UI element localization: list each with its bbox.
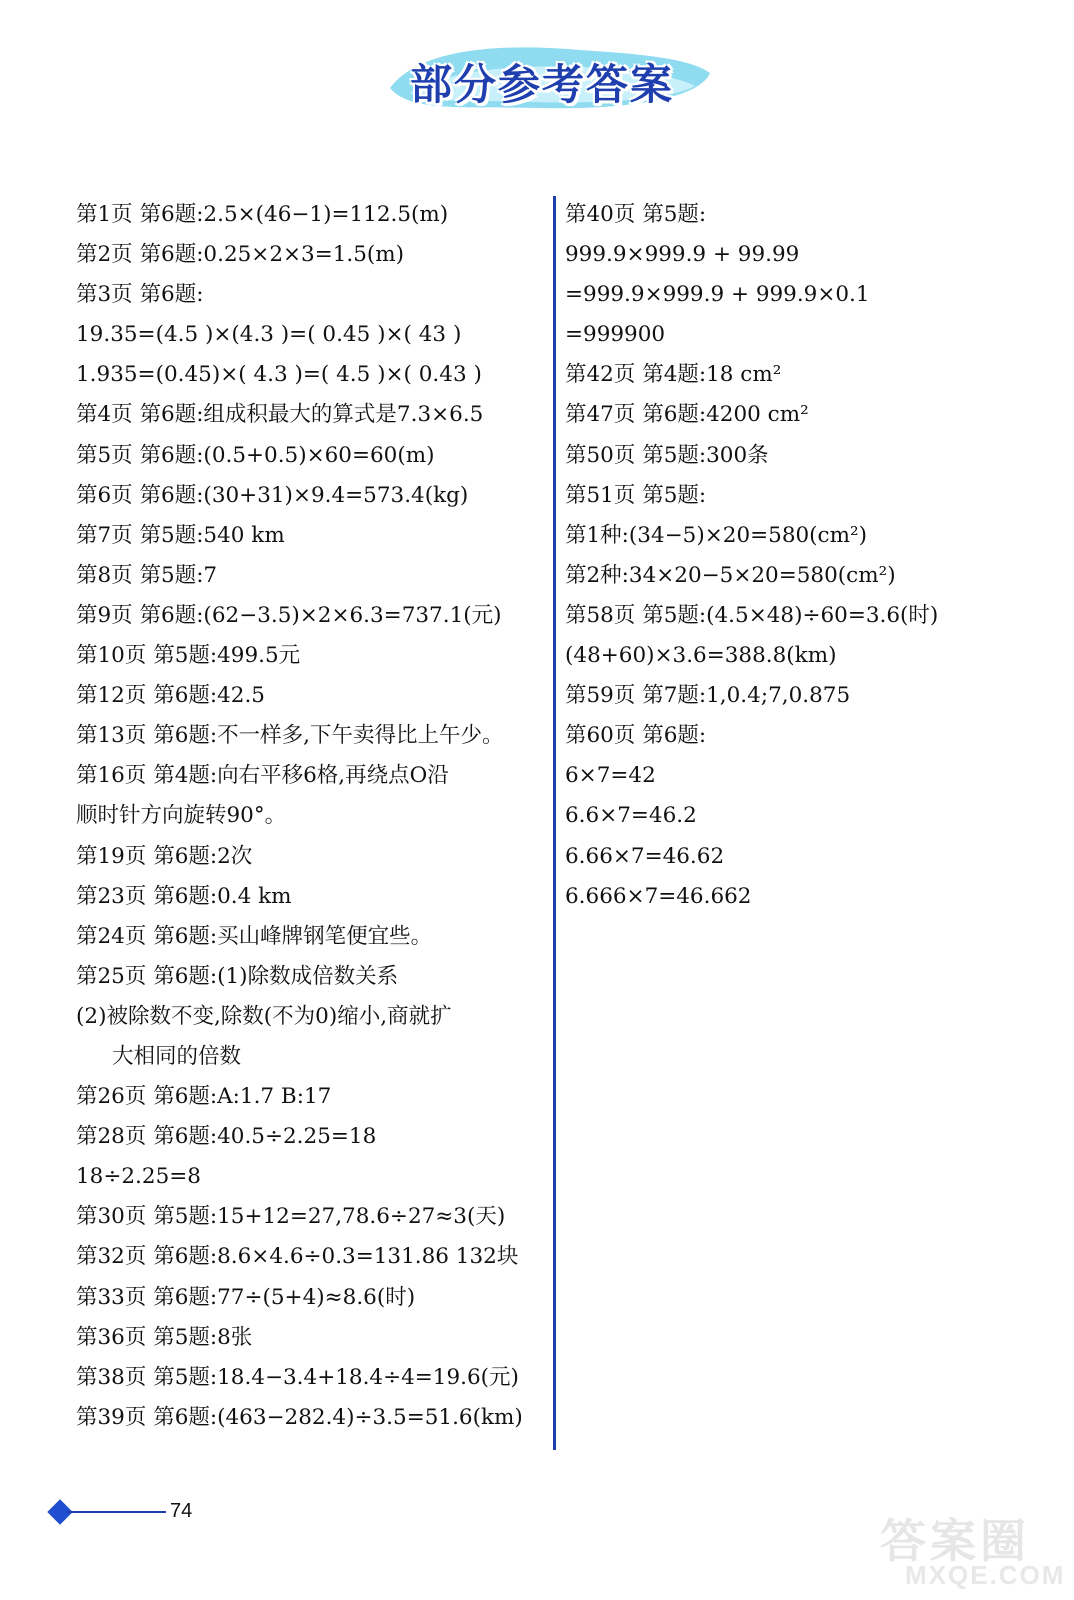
answer-line: 6.6×7=46.2 — [565, 803, 697, 829]
answer-line: 第51页 第5题: — [565, 482, 707, 508]
page-number: 74 — [170, 1500, 193, 1522]
answer-line: 第10页 第5题:499.5元 — [76, 643, 301, 669]
answer-line: 999.9×999.9 + 99.99 — [565, 242, 800, 268]
answer-line: 第36页 第5题:8张 — [76, 1324, 253, 1350]
watermark-url: MXQE.COM — [905, 1560, 1066, 1590]
page-title: 部分参考答案 — [410, 60, 675, 109]
answer-line: 第60页 第6题: — [565, 723, 707, 749]
answer-line: 第2页 第6题:0.25×2×3=1.5(m) — [76, 242, 405, 268]
answer-column-right — [565, 195, 995, 917]
answer-line: 第40页 第5题: — [565, 202, 707, 227]
answer-line: 6.66×7=46.62 — [565, 843, 725, 869]
answer-line: (48+60)×3.6=388.8(km) — [565, 643, 837, 669]
answer-line: 19.35=(4.5 )×(4.3 )=( 0.45 )×( 43 ) — [76, 322, 462, 348]
answer-line: 第50页 第5题:300条 — [565, 442, 769, 468]
answer-line: 第32页 第6题:8.6×4.6÷0.3=131.86 132块 — [76, 1244, 519, 1270]
answer-line: 大相同的倍数 — [112, 1043, 242, 1069]
answer-line: 第39页 第6题:(463−282.4)÷3.5=51.6(km) — [76, 1404, 523, 1430]
answer-line: 第42页 第4题:18 cm² — [565, 362, 782, 388]
answer-line: 第28页 第6题:40.5÷2.25=18 — [76, 1124, 377, 1150]
answer-line: 第9页 第6题:(62−3.5)×2×6.3=737.1(元) — [76, 602, 502, 628]
answer-line: 第23页 第6题:0.4 km — [76, 883, 292, 909]
answer-line: 18÷2.25=8 — [76, 1164, 201, 1190]
footer-rule — [66, 1511, 166, 1513]
answer-line: 第7页 第5题:540 km — [76, 522, 285, 548]
answer-line: 顺时针方向旋转90°。 — [76, 803, 287, 829]
answer-line: 第19页 第6题:2次 — [76, 843, 253, 869]
answer-line: 6.666×7=46.662 — [565, 883, 752, 909]
answer-column-left — [76, 195, 546, 1438]
answer-line: 第12页 第6题:42.5 — [76, 683, 265, 709]
answer-line: (2)被除数不变,除数(不为0)缩小,商就扩 — [76, 1003, 452, 1029]
answer-line: 第1页 第6题:2.5×(46−1)=112.5(m) — [76, 202, 449, 227]
answer-line: 第1种:(34−5)×20=580(cm²) — [565, 522, 867, 548]
answer-line: 第16页 第4题:向右平移6格,再绕点O沿 — [76, 763, 449, 789]
answer-line: 第6页 第6题:(30+31)×9.4=573.4(kg) — [76, 482, 469, 508]
answer-line: 第47页 第6题:4200 cm² — [565, 402, 809, 428]
answer-line: 第58页 第5题:(4.5×48)÷60=3.6(时) — [565, 602, 939, 628]
answer-line: 第8页 第5题:7 — [76, 562, 218, 588]
answer-line: 第26页 第6题:A:1.7 B:17 — [76, 1084, 332, 1110]
watermark-logo: 答案圈 — [880, 1514, 1030, 1568]
answer-line: 第38页 第5题:18.4−3.4+18.4÷4=19.6(元) — [76, 1364, 519, 1390]
answer-line: 1.935=(0.45)×( 4.3 )=( 4.5 )×( 0.43 ) — [76, 362, 482, 388]
answer-line: 第5页 第6题:(0.5+0.5)×60=60(m) — [76, 442, 435, 468]
answer-line: 第33页 第6题:77÷(5+4)≈8.6(时) — [76, 1284, 416, 1310]
column-divider — [553, 196, 556, 1450]
answer-line: 第59页 第7题:1,0.4;7,0.875 — [565, 683, 851, 709]
answer-line: =999900 — [565, 322, 666, 348]
answer-line: 第25页 第6题:(1)除数成倍数关系 — [76, 963, 399, 989]
answer-line: 第13页 第6题:不一样多,下午卖得比上午少。 — [76, 723, 504, 749]
answer-line: =999.9×999.9 + 999.9×0.1 — [565, 282, 870, 308]
answer-line: 第30页 第5题:15+12=27,78.6÷27≈3(天) — [76, 1204, 506, 1230]
answer-line: 6×7=42 — [565, 763, 656, 789]
answer-line: 第3页 第6题: — [76, 282, 204, 308]
answer-line: 第4页 第6题:组成积最大的算式是7.3×6.5 — [76, 402, 484, 428]
answer-line: 第24页 第6题:买山峰牌钢笔便宜些。 — [76, 923, 433, 949]
answer-line: 第2种:34×20−5×20=580(cm²) — [565, 562, 896, 588]
